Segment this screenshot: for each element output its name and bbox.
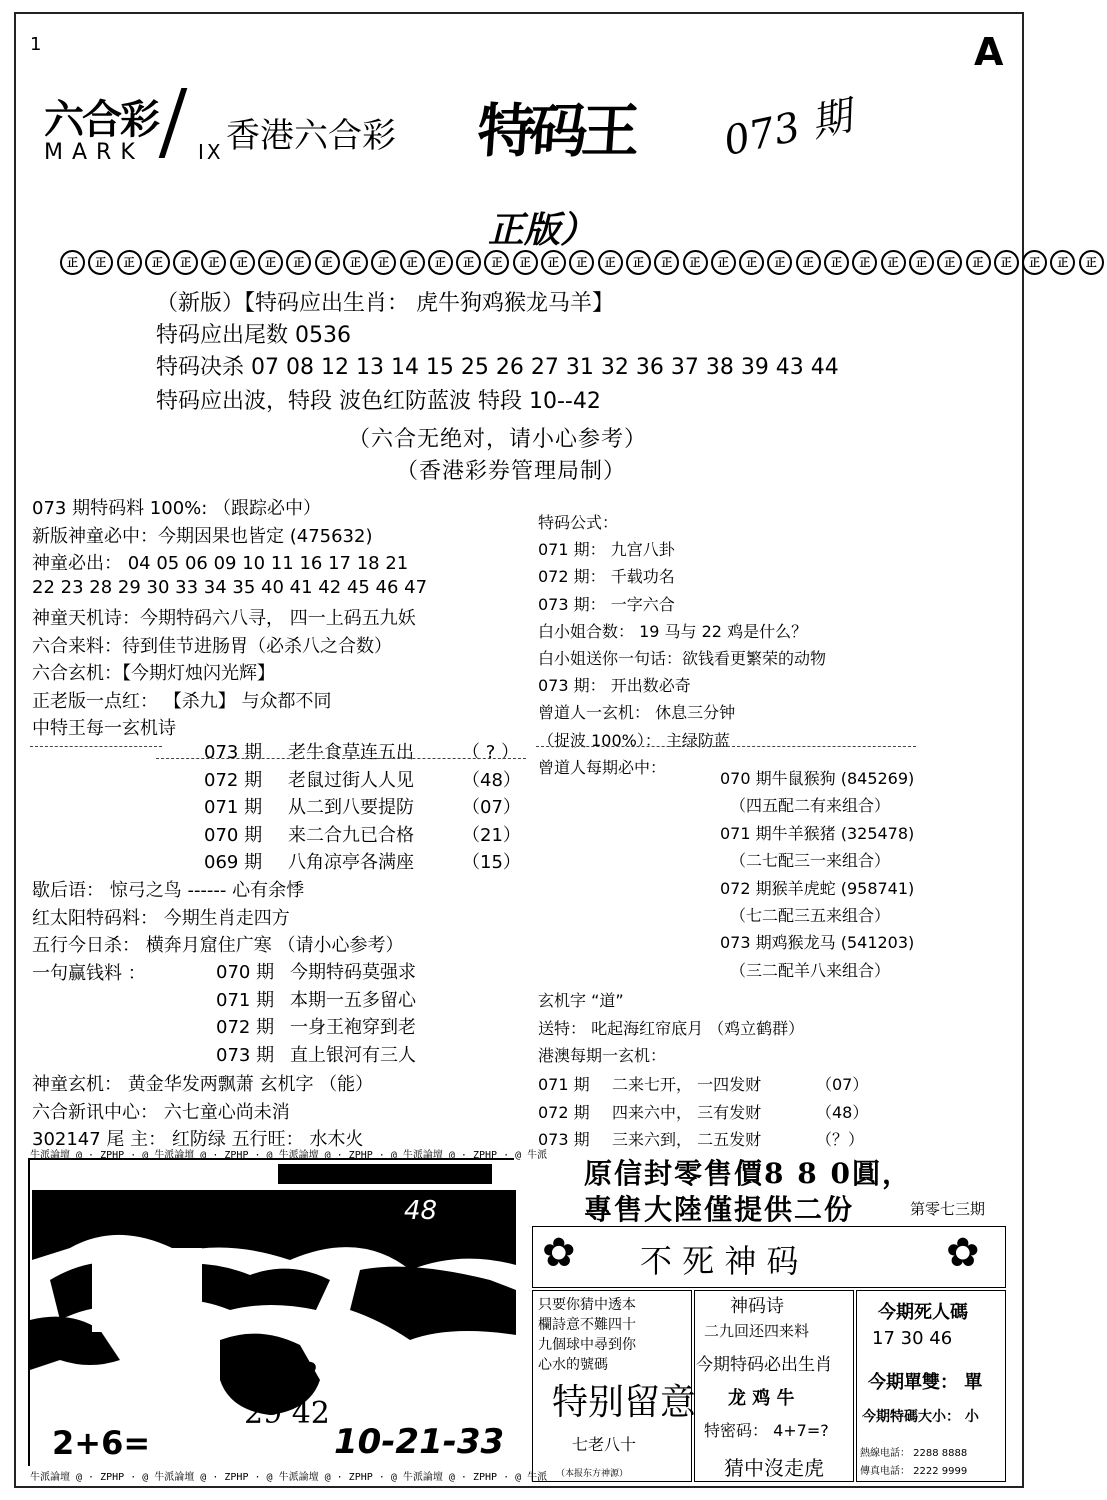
dead-number-values: 17 30 46	[872, 1328, 953, 1349]
poem-divider	[156, 758, 526, 759]
stamp-icon: 正	[173, 250, 198, 275]
left-line: 歇后语： 惊弓之鸟 ------ 心有余悸	[32, 880, 305, 901]
left-divider	[30, 746, 162, 747]
zeng-line: （七二配三五来组合）	[730, 906, 891, 925]
stamp-icon: 正	[201, 250, 226, 275]
right-line: 送特： 叱起海红帘底月 （鸡立鹤群）	[538, 1018, 805, 1038]
left-line: 073 期特码料 100%: （跟踪必中）	[32, 498, 322, 519]
zeng-line: 071 期牛羊猴猪 (325478)	[720, 823, 915, 843]
win-text: 一身王袍穿到老	[290, 1017, 416, 1038]
right-line: 073 期： 开出数必奇	[538, 676, 691, 696]
note-caution: （六合无绝对，请小心参考）	[348, 427, 648, 452]
gangao-text: 三来六到， 二五发财	[612, 1130, 762, 1149]
photo-number-top-left: 12	[96, 1200, 130, 1230]
note-authority: （香港彩券管理局制）	[396, 459, 627, 484]
stamp-icon: 正	[343, 250, 368, 275]
right-divider	[536, 746, 916, 747]
stamp-icon: 正	[598, 250, 623, 275]
left-line: 五行今日杀： 横奔月窟住广寒 （请小心参考）	[32, 935, 404, 956]
poem-text: 来二合九已合格	[288, 824, 414, 846]
left-line: 六合玄机：【今期灯烛闪光辉】	[32, 663, 275, 684]
notice-box-line: 只要你猜中透本	[538, 1297, 636, 1313]
zeng-line: 070 期牛鼠猴狗 (845269)	[720, 769, 915, 788]
stamp-icon: 正	[994, 250, 1019, 275]
left-line: 新版神童必中：今期因果也皆定 (475632)	[32, 525, 373, 547]
right-line: （捉波 100%）： 主绿防蓝	[538, 730, 730, 750]
gangao-issue: 072 期	[538, 1102, 590, 1122]
win-text: 直上银河有三人	[290, 1044, 416, 1066]
left-line: 神童天机诗：今期特码六八寻， 四一上码五九妖	[32, 608, 416, 629]
win-issue: 072 期	[216, 1017, 275, 1038]
poem-issue: 072 期	[204, 769, 263, 791]
gangao-issue: 071 期	[538, 1075, 590, 1094]
stamp-icon: 正	[824, 250, 849, 275]
zeng-line: 073 期鸡猴龙马 (541203)	[720, 933, 915, 953]
watermark-strip-top: 牛派論壇 @ · ZPHP · @ 牛派論壇 @ · ZPHP · @ 牛派論壇 @ · ZPHP · @ 牛派論壇 @ · ZPHP · @ 牛派	[30, 1150, 548, 1161]
flower-icon-left: ✿	[542, 1230, 576, 1276]
stamp-icon: 正	[1022, 250, 1047, 275]
stamp-icon: 正	[683, 250, 708, 275]
zeng-line: （四五配二有来组合）	[730, 796, 891, 816]
right-line: 曾道人每期必中：	[538, 757, 667, 777]
poem-issue: 070 期	[204, 824, 263, 846]
gangao-issue: 073 期	[538, 1130, 590, 1149]
stamp-icon: 正	[1079, 250, 1104, 275]
flower-icon-right: ✿	[946, 1230, 980, 1276]
stamp-icon: 正	[117, 250, 142, 275]
logo-six: IX	[198, 140, 224, 164]
stamp-icon: 正	[456, 250, 481, 275]
stamp-icon: 正	[569, 250, 594, 275]
header-title: 香港六合彩	[226, 116, 396, 156]
watermark-strip-bottom: 牛派論壇 @ · ZPHP · @ 牛派論壇 @ · ZPHP · @ 牛派論壇 @ · ZPHP · @ 牛派論壇 @ · ZPHP · @ 牛派	[30, 1472, 548, 1483]
stamp-icon: 正	[428, 250, 453, 275]
stamp-icon: 正	[88, 250, 113, 275]
right-line: 玄机字 “道”	[538, 991, 624, 1010]
stamp-icon: 正	[286, 250, 311, 275]
poem-box-line: 二九回还四来料	[704, 1322, 810, 1340]
left-line: 六合新讯中心： 六七童心尚未消	[32, 1101, 290, 1123]
gangao-code: （？）	[816, 1130, 865, 1149]
stamp-icon: 正	[371, 250, 396, 275]
logo-chinese: 六合彩	[44, 96, 158, 143]
gangao-text: 二来七开， 一四发财	[612, 1075, 762, 1094]
notice-box-headline: 特别留意	[552, 1382, 697, 1423]
stamp-icon: 正	[315, 250, 340, 275]
stamp-icon: 正	[881, 250, 906, 275]
poem-box-title: 神码诗	[730, 1296, 784, 1317]
dead-number-title: 今期死人碼	[878, 1302, 968, 1323]
left-line: 中特王每一玄机诗	[32, 718, 176, 739]
zeng-line: （三二配羊八来组合）	[730, 960, 891, 980]
hotline-fax: 傳真电話： 2222 9999	[860, 1466, 968, 1477]
right-line: 072 期： 千载功名	[538, 567, 675, 587]
photo-sequence: 10-21-33	[334, 1422, 505, 1462]
left-line: 神童必出： 04 05 06 09 10 11 16 17 18 21	[32, 553, 409, 574]
stamp-icon: 正	[484, 250, 509, 275]
poem-box-bottom: 猜中沒走虎	[724, 1456, 824, 1480]
stamp-icon: 正	[966, 250, 991, 275]
photo-number-pair: 29 42	[244, 1396, 330, 1431]
left-line: 神童玄机： 黄金华发两飘萧 玄机字 （能）	[32, 1074, 374, 1095]
left-line: 302147 尾 主： 红防绿 五行旺： 水木火	[32, 1129, 364, 1150]
notice-box-line: 欄詩意不難四十	[538, 1317, 636, 1333]
stamp-icon: 正	[230, 250, 255, 275]
right-line: 073 期： 一字六合	[538, 594, 675, 614]
photo-number-top-right: 48	[404, 1196, 438, 1226]
poem-code: （ ? ）	[462, 742, 519, 763]
win-issue: 071 期	[216, 989, 275, 1011]
corner-mark-right: A	[974, 30, 1004, 74]
odd-even-line: 今期單雙： 單	[868, 1372, 983, 1393]
logo-english: MARK	[44, 140, 144, 165]
kill-line: 特码决杀 07 08 12 13 14 15 25 26 27 31 32 36 37 38 39 43 44	[156, 355, 839, 380]
poem-code: （21）	[462, 824, 521, 846]
stamp-icon: 正	[541, 250, 566, 275]
left-line: 六合来料：待到佳节进肠胃（必杀八之合数）	[32, 635, 392, 657]
photo-number-mid: 02	[282, 1358, 319, 1388]
poem-code: （48）	[462, 769, 521, 791]
stamp-icon: 正	[796, 250, 821, 275]
left-line: 一句赢钱料 ：	[32, 962, 146, 984]
stamp-icon: 正	[654, 250, 679, 275]
win-text: 今期特码莫强求	[290, 962, 416, 983]
notice-box-line: 心水的號碼	[538, 1357, 608, 1373]
right-line: 曾道人一玄机： 休息三分钟	[538, 703, 736, 723]
poem-issue: 069 期	[204, 852, 263, 873]
poem-box-heading: 今期特码必出生肖	[696, 1355, 832, 1375]
stamp-icon: 正	[513, 250, 538, 275]
win-issue: 073 期	[216, 1044, 275, 1066]
win-text: 本期一五多留心	[290, 989, 416, 1011]
left-line: 正老版一点红： 【杀九】 与众都不同	[32, 690, 332, 712]
notice-box-sub: 七老八十	[572, 1435, 637, 1454]
poem-code: （07）	[462, 797, 521, 818]
stamp-icon: 正	[852, 250, 877, 275]
stamp-icon: 正	[145, 250, 170, 275]
right-line: 特码公式：	[538, 513, 619, 532]
header-brand-title: 特码王	[475, 97, 637, 165]
tail-line: 特码应出尾数 0536	[156, 323, 351, 348]
stamp-icon: 正	[60, 250, 85, 275]
zodiac-line: （新版）【特码应出生肖： 虎牛狗鸡猴龙马羊】	[156, 291, 614, 316]
stamp-icon: 正	[739, 250, 764, 275]
photo-formula: 2+6=	[52, 1424, 151, 1462]
corner-mark-left: 1	[30, 34, 42, 55]
right-line: 白小姐合数： 19 马与 22 鸡是什么？	[538, 621, 808, 641]
win-issue: 070 期	[216, 962, 275, 983]
stamp-icon: 正	[258, 250, 283, 275]
wave-line: 特码应出波，特段 波色红防蓝波 特段 10--42	[156, 389, 601, 414]
poem-box-secret: 特密码： 4+7=?	[704, 1421, 829, 1440]
left-line: 红太阳特码料： 今期生肖走四方	[32, 907, 290, 929]
issue-number: 073 期	[720, 93, 856, 166]
poem-text: 八角凉亭各满座	[288, 852, 414, 873]
stamp-row	[60, 250, 1107, 275]
poem-box-zodiac: 龙 鸡 牛	[728, 1388, 795, 1409]
zeng-line: （二七配三一来组合）	[730, 851, 891, 871]
notice-box-line: 九個球中尋到你	[538, 1337, 636, 1353]
poem-text: 老鼠过街人人见	[288, 769, 414, 791]
stamp-icon: 正	[711, 250, 736, 275]
size-line: 今期特碼大小： 小	[862, 1409, 979, 1425]
right-line: 白小姐送你一句话：欲钱看更繁荣的动物	[538, 649, 827, 668]
zeng-line: 072 期猴羊虎蛇 (958741)	[720, 878, 915, 898]
gangao-text: 四来六中， 三有发财	[612, 1102, 762, 1122]
stamp-icon: 正	[767, 250, 792, 275]
edition-label: 正版）	[488, 209, 597, 251]
stamp-icon: 正	[1050, 250, 1075, 275]
poem-text: 老牛食草连五出	[288, 742, 414, 763]
price-line-1: 原信封零售價8 8 0圓，	[584, 1157, 912, 1190]
price-line-2: 專售大陸僅提供二份	[584, 1193, 855, 1226]
stamp-icon: 正	[400, 250, 425, 275]
notice-box-foot: （本报东方神源）	[556, 1469, 629, 1479]
hotline-phone: 熱線电話： 2288 8888	[860, 1448, 968, 1459]
stamp-icon: 正	[937, 250, 962, 275]
issue-tag: 第零七三期	[910, 1200, 986, 1218]
right-line: 港澳每期一玄机：	[538, 1046, 667, 1065]
poem-issue: 071 期	[204, 797, 263, 818]
stamp-icon: 正	[626, 250, 651, 275]
poem-text: 从二到八要提防	[288, 797, 414, 818]
stamp-icon: 正	[909, 250, 934, 275]
poem-code: （15）	[462, 852, 521, 873]
gangao-code: （07）	[816, 1075, 869, 1094]
left-line: 22 23 28 29 30 33 34 35 40 41 42 45 46 47	[32, 576, 428, 598]
right-line: 071 期： 九宫八卦	[538, 540, 675, 560]
poem-issue: 073 期	[204, 742, 263, 763]
banner-title: 不 死 神 码	[640, 1242, 799, 1280]
gangao-code: （48）	[816, 1102, 869, 1122]
